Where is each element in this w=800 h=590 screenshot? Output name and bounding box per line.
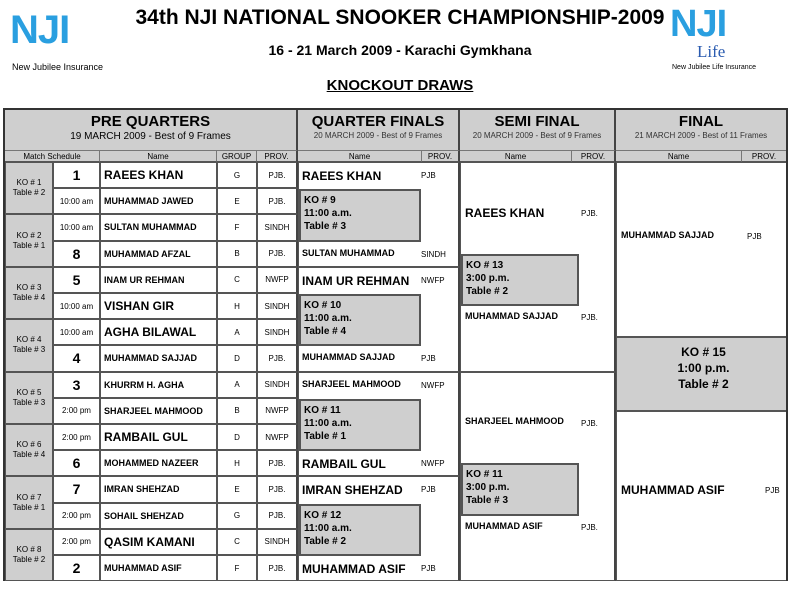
final-ko-time: 1:00 p.m. [677,360,730,375]
qf-ko-table: Table # 3 [304,221,347,233]
qf-match [298,162,460,267]
qf-bottom-province: PJB [421,564,436,574]
sf-bottom-player: MUHAMMAD SAJJAD [465,311,559,322]
ko-table: Table # 1 [12,502,46,512]
colhead-prov: PROV. [257,150,298,162]
player-name: MOHAMMED NAZEER [100,450,217,476]
sf-top-province: PJB. [581,209,598,219]
sf-ko-box [461,254,579,306]
page-title: 34th NJI NATIONAL SNOOKER CHAMPIONSHIP-2009 [135,6,665,29]
player-group: A [217,372,257,398]
match-time: 2:00 pm [53,529,100,555]
sf-bottom-player: MUHAMMAD ASIF [465,520,543,531]
qf-bottom-province: NWFP [421,459,445,469]
player-name: KHURRM H. AGHA [100,372,217,398]
sf-ko-time: 3:00 p.m. [466,272,510,284]
quarter-finals-date: 20 MARCH 2009 - Best of 9 Frames [313,131,443,140]
sf-top-province: PJB. [581,418,598,428]
ko-number: KO # 6 [16,440,42,450]
qf-ko-table: Table # 4 [304,325,347,337]
qf-bottom-player: MUHAMMAD SAJJAD [302,352,396,363]
sf-top-player: SHARJEEL MAHMOOD [465,415,564,426]
player-group: F [217,555,257,581]
player-province: PJB. [257,555,298,581]
player-group: G [217,162,257,188]
final-header [616,110,786,150]
player-name: RAMBAIL GUL [100,424,217,450]
match-time: 10:00 am [53,188,100,214]
colhead-name: Name [100,150,217,162]
sf-bottom-province: PJB. [581,313,598,323]
seed-number: 1 [53,162,100,188]
ko-match-label [5,424,53,476]
player-group: C [217,529,257,555]
final-bottom-player: MUHAMMAD ASIF [621,482,725,497]
sf-ko-table: Table # 3 [466,495,509,507]
colhead-qf-name: Name [298,150,422,162]
seed-number: 8 [53,241,100,267]
player-province: PJB. [257,450,298,476]
sf-match [460,162,616,372]
nji-life-logo [670,4,795,74]
player-group: H [217,293,257,319]
qf-ko-box [299,504,421,556]
qf-bottom-province: PJB [421,354,436,364]
final-top-province: PJB [747,231,762,241]
player-name: MUHAMMAD ASIF [100,555,217,581]
nji-logo-subtitle: New Jubilee Insurance [12,62,104,72]
ko-table: Table # 3 [12,397,46,407]
qf-top-province: PJB [421,171,436,181]
sf-ko-time: 3:00 p.m. [466,482,510,494]
qf-bottom-player: MUHAMMAD ASIF [302,562,406,577]
sf-ko-ko: KO # 13 [466,259,504,271]
player-group: E [217,188,257,214]
qf-top-player: RAEES KHAN [302,169,382,184]
qf-top-player: INAM UR REHMAN [302,273,410,288]
colhead-sf-name: Name [460,150,572,162]
player-group: B [217,241,257,267]
colhead-final-name: Name [616,150,742,162]
final-ko-box [617,336,786,412]
player-province: NWFP [257,424,298,450]
knockout-bracket [3,108,788,581]
pre-quarters-title: PRE QUARTERS [90,113,211,130]
player-group: H [217,450,257,476]
colhead-final-prov: PROV. [742,150,786,162]
qf-ko-time: 11:00 a.m. [304,312,352,324]
player-province: PJB. [257,162,298,188]
ko-number: KO # 8 [16,544,42,554]
player-name: IMRAN SHEHZAD [100,476,217,502]
ko-table: Table # 4 [12,292,46,302]
player-name: QASIM KAMANI [100,529,217,555]
nji-life-logo-text: NJI [670,3,727,45]
qf-ko-ko: KO # 9 [304,195,336,207]
player-group: E [217,476,257,502]
qf-bottom-province: SINDH [421,249,446,259]
ko-match-label [5,162,53,214]
qf-match [298,372,460,477]
ko-table: Table # 2 [12,188,46,198]
final-ko-table: Table # 2 [678,376,729,391]
qf-ko-time: 11:00 a.m. [304,522,352,534]
final-match [616,162,786,581]
semi-final-title: SEMI FINAL [494,113,580,130]
player-province: PJB. [257,345,298,371]
colhead-match-schedule: Match Schedule [5,150,100,162]
player-name: SOHAIL SHEHZAD [100,503,217,529]
sf-ko-ko: KO # 11 [466,469,503,481]
player-group: F [217,214,257,240]
ko-number: KO # 4 [16,335,42,345]
match-time: 10:00 am [53,214,100,240]
sf-ko-table: Table # 2 [466,285,509,297]
seed-number: 3 [53,372,100,398]
qf-ko-box [299,294,421,346]
qf-bottom-player: SULTAN MUHAMMAD [302,247,395,258]
qf-top-province: PJB [421,485,436,495]
player-name: MUHAMMAD JAWED [100,188,217,214]
qf-ko-time: 11:00 a.m. [304,208,352,220]
player-group: D [217,345,257,371]
player-province: SINDH [257,214,298,240]
qf-top-province: NWFP [421,380,445,390]
match-time: 10:00 am [53,293,100,319]
event-dates: 16 - 21 March 2009 - Karachi Gymkhana [268,42,532,58]
ko-table: Table # 4 [12,450,46,460]
ko-table: Table # 2 [12,554,46,564]
final-top-player: MUHAMMAD SAJJAD [621,229,715,240]
quarter-finals-header [298,110,460,150]
sf-top-player: RAEES KHAN [465,206,545,221]
match-time: 2:00 pm [53,424,100,450]
nji-logo-text: NJI [10,8,70,52]
player-group: B [217,398,257,424]
sf-match [460,372,616,582]
ko-match-label [5,476,53,528]
colhead-sf-prov: PROV. [572,150,616,162]
player-name: MUHAMMAD AFZAL [100,241,217,267]
ko-table: Table # 3 [12,345,46,355]
player-province: PJB. [257,188,298,214]
qf-ko-table: Table # 2 [304,535,347,547]
qf-top-province: NWFP [421,275,445,285]
player-province: PJB. [257,476,298,502]
sf-ko-box [461,463,579,515]
player-group: A [217,319,257,345]
ko-match-label [5,267,53,319]
player-province: PJB. [257,503,298,529]
player-group: D [217,424,257,450]
qf-bottom-player: RAMBAIL GUL [302,457,386,472]
semi-final-date: 20 MARCH 2009 - Best of 9 Frames [472,131,602,140]
final-bottom-province: PJB [765,485,780,495]
qf-match [298,267,460,372]
player-name: SULTAN MUHAMMAD [100,214,217,240]
sf-bottom-province: PJB. [581,522,598,532]
qf-ko-ko: KO # 11 [304,404,341,416]
seed-number: 6 [53,450,100,476]
ko-match-label [5,372,53,424]
ko-match-label [5,214,53,266]
player-province: PJB. [257,241,298,267]
ko-number: KO # 5 [16,387,42,397]
ko-match-label [5,319,53,371]
player-province: NWFP [257,398,298,424]
section-heading: KNOCKOUT DRAWS [326,77,474,94]
nji-life-logo-subtitle: New Jubilee Life Insurance [672,64,757,71]
final-date: 21 MARCH 2009 - Best of 11 Frames [634,131,768,140]
final-title: FINAL [678,113,724,130]
player-province: SINDH [257,293,298,319]
qf-top-player: SHARJEEL MAHMOOD [302,378,401,389]
ko-number: KO # 7 [16,492,42,502]
player-province: SINDH [257,372,298,398]
player-name: INAM UR REHMAN [100,267,217,293]
qf-ko-box [299,399,421,451]
seed-number: 5 [53,267,100,293]
semi-final-header [460,110,616,150]
qf-ko-table: Table # 1 [304,430,347,442]
ko-match-label [5,529,53,581]
ko-number: KO # 3 [16,282,42,292]
match-time: 2:00 pm [53,503,100,529]
pre-quarters-date: 19 MARCH 2009 - Best of 9 Frames [70,131,231,142]
colhead-group: GROUP [217,150,257,162]
qf-top-player: IMRAN SHEHZAD [302,483,403,498]
seed-number: 4 [53,345,100,371]
ko-number: KO # 1 [16,178,42,188]
player-name: MUHAMMAD SAJJAD [100,345,217,371]
seed-number: 7 [53,476,100,502]
match-time: 10:00 am [53,319,100,345]
ko-number: KO # 2 [16,230,42,240]
player-name: SHARJEEL MAHMOOD [100,398,217,424]
player-group: C [217,267,257,293]
seed-number: 2 [53,555,100,581]
qf-ko-time: 11:00 a.m. [304,417,352,429]
nji-life-logo-life: Life [697,42,726,61]
nji-logo-left [10,8,115,72]
player-name: VISHAN GIR [100,293,217,319]
player-group: G [217,503,257,529]
player-province: SINDH [257,319,298,345]
player-name: AGHA BILAWAL [100,319,217,345]
qf-ko-box [299,189,421,241]
qf-ko-ko: KO # 12 [304,509,342,521]
qf-match [298,476,460,581]
player-province: SINDH [257,529,298,555]
qf-ko-ko: KO # 10 [304,299,342,311]
quarter-finals-title: QUARTER FINALS [311,113,445,130]
pre-quarters-header [5,110,298,150]
ko-table: Table # 1 [12,240,46,250]
player-name: RAEES KHAN [100,162,217,188]
colhead-qf-prov: PROV. [422,150,460,162]
final-ko-ko: KO # 15 [681,344,726,359]
player-province: NWFP [257,267,298,293]
match-time: 2:00 pm [53,398,100,424]
